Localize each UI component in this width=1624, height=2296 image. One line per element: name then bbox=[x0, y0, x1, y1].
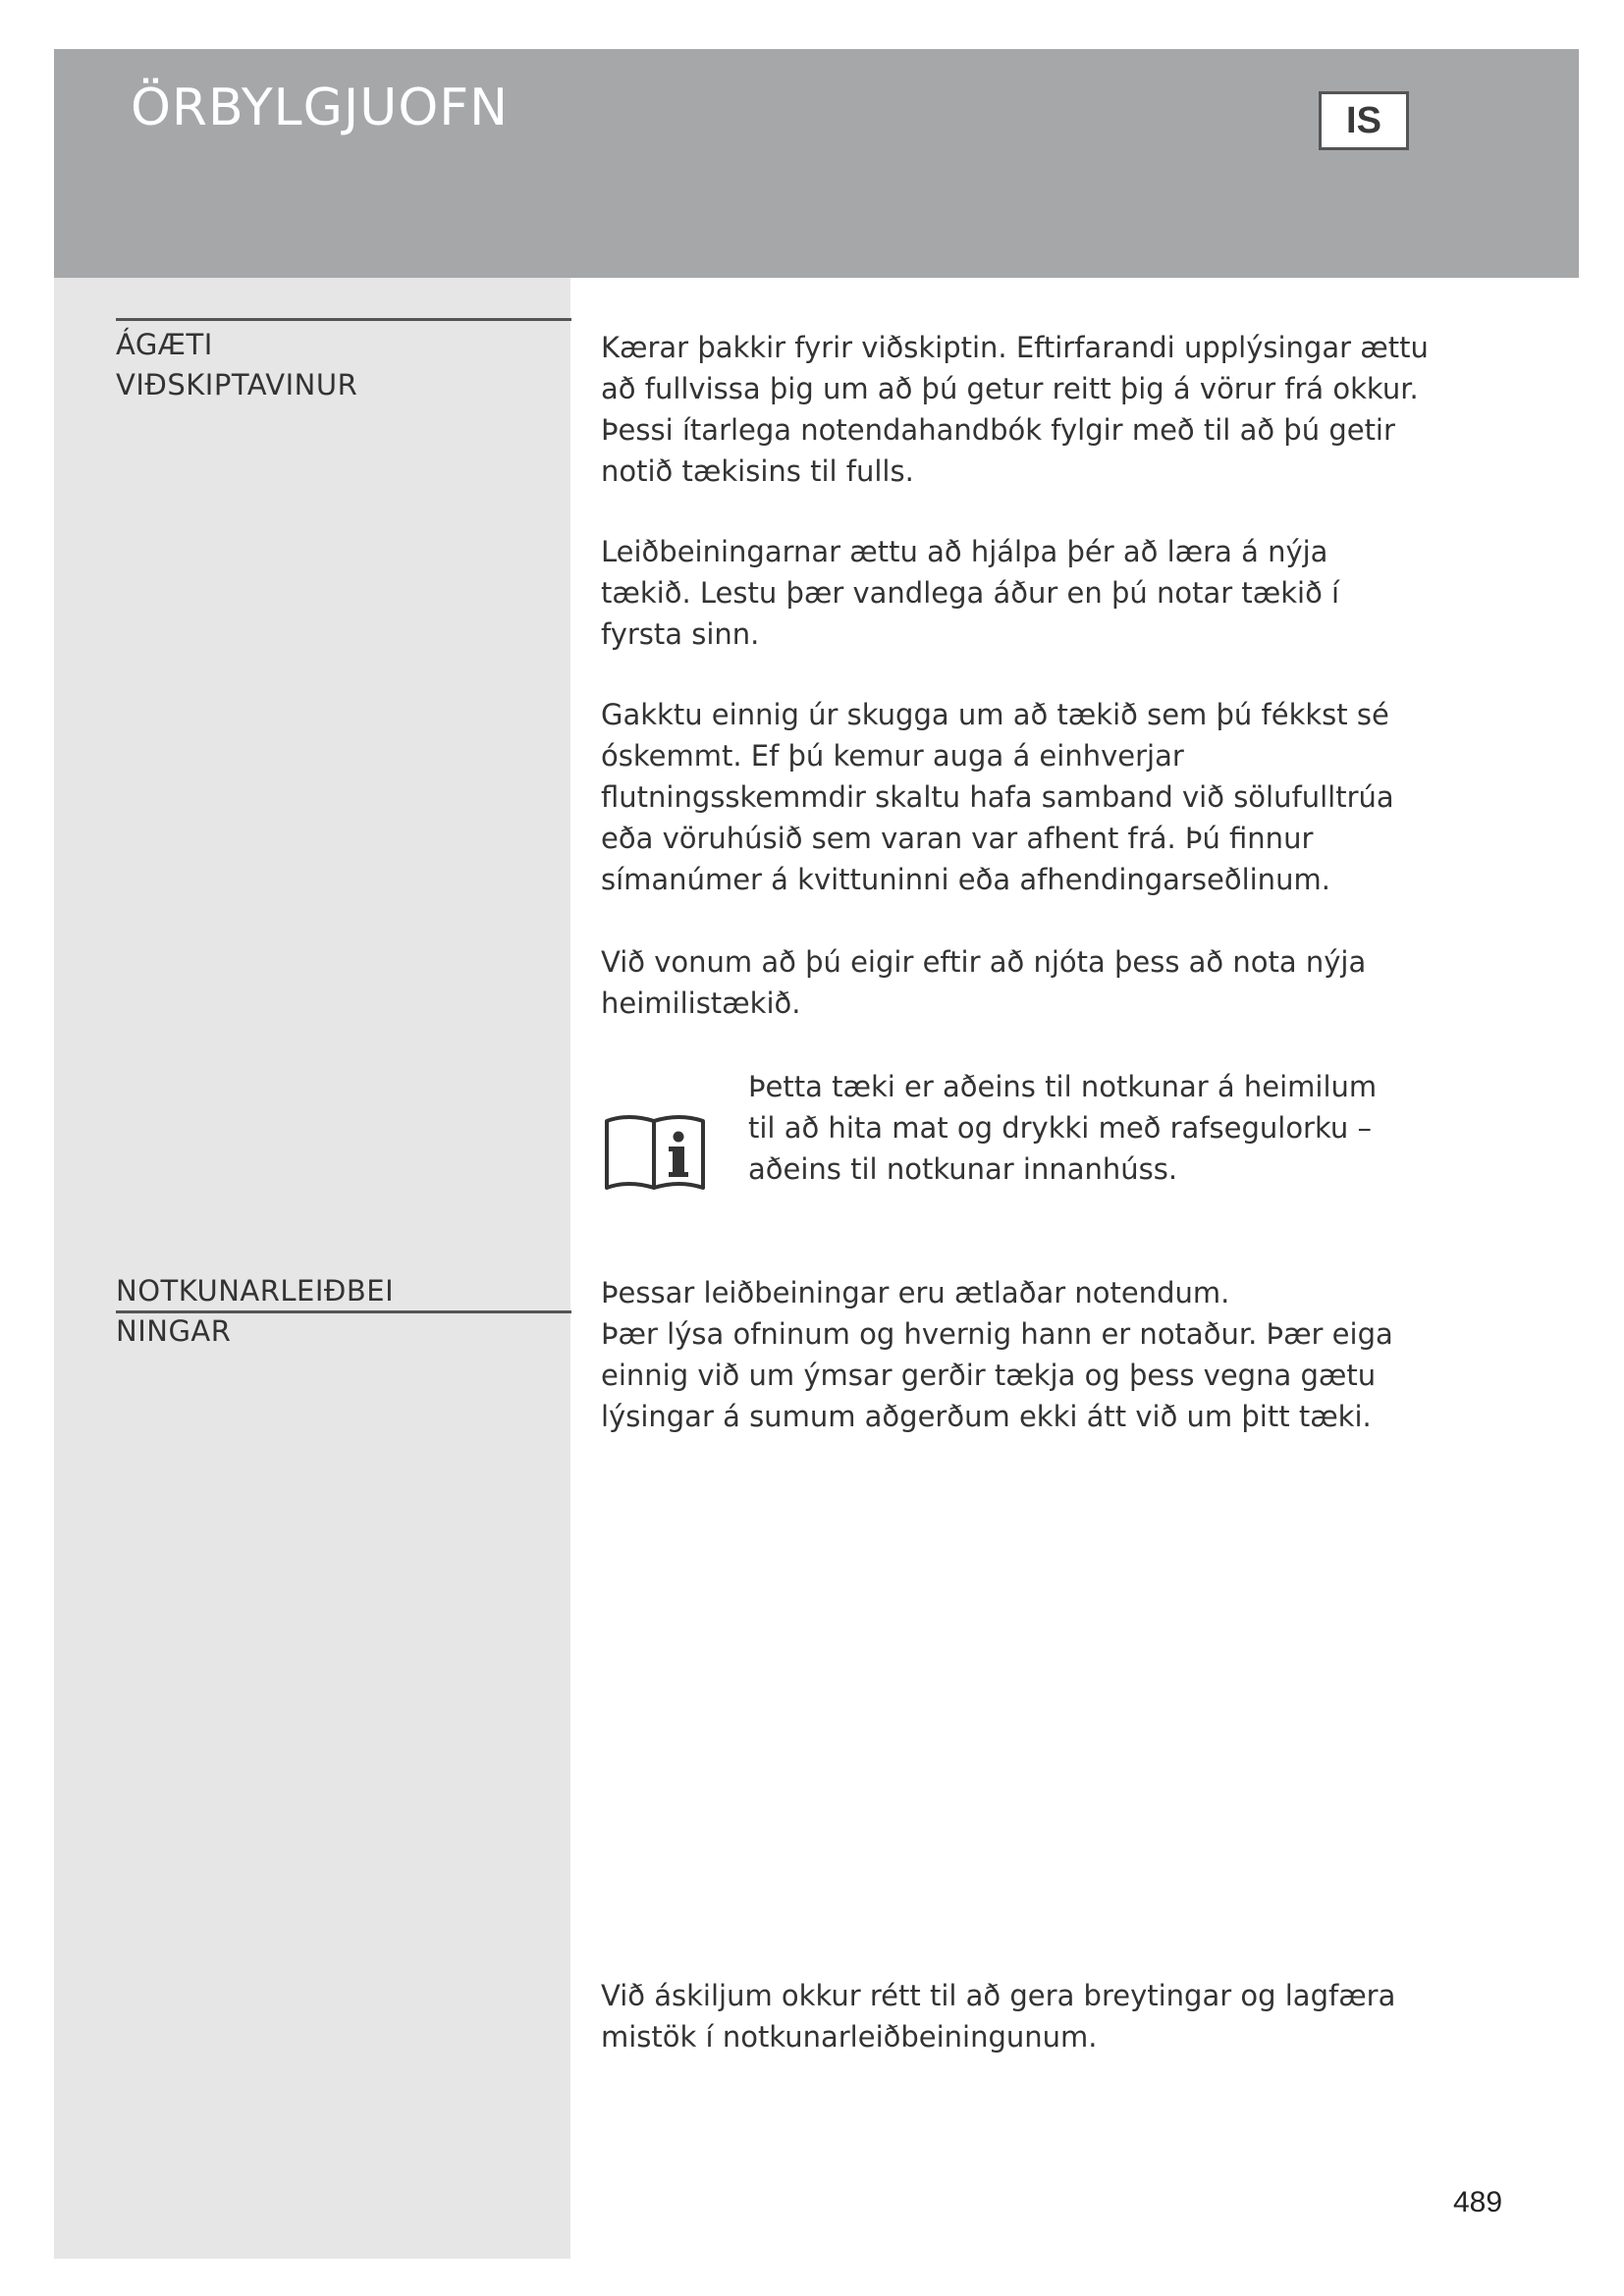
instructions-paragraph bbox=[601, 531, 1485, 655]
language-badge: IS bbox=[1319, 91, 1409, 150]
household-use-notice bbox=[748, 1066, 1494, 1190]
text-line: tækið. Lestu þær vandlega áður en þú notar tækið í bbox=[601, 576, 1340, 610]
sidebar-column bbox=[54, 278, 570, 2259]
user-instructions-paragraph bbox=[601, 1272, 1485, 1437]
text-line: Gakktu einnig úr skugga um að tækið sem þú fékkst sé bbox=[601, 698, 1389, 731]
text-line: Þetta tæki er aðeins til notkunar á heimilum bbox=[748, 1070, 1378, 1103]
text-line: símanúmer á kvittuninni eða afhendingarseðlinum. bbox=[601, 863, 1330, 896]
section-label-line: ÁGÆTI bbox=[116, 328, 213, 361]
section-label-line: NOTKUNARLEIÐBEI bbox=[116, 1274, 395, 1308]
text-line: aðeins til notkunar innanhúss. bbox=[748, 1152, 1178, 1186]
text-line: til að hita mat og drykki með rafsegulorku – bbox=[748, 1111, 1372, 1145]
text-line: Þessi ítarlega notendahandbók fylgir með til að þú getir bbox=[601, 413, 1395, 447]
text-line: Þær lýsa ofninum og hvernig hann er notaður. Þær eiga bbox=[601, 1317, 1393, 1351]
text-line: einnig við um ýmsar gerðir tækja og þess vegna gætu bbox=[601, 1359, 1377, 1392]
text-line: Við vonum að þú eigir eftir að njóta þess að nota nýja bbox=[601, 945, 1367, 979]
section-label-line: VIÐSKIPTAVINUR bbox=[116, 368, 358, 401]
damage-check-paragraph bbox=[601, 694, 1485, 900]
section-label-line: NINGAR bbox=[116, 1314, 232, 1348]
page-number: 489 bbox=[1453, 2186, 1503, 2218]
text-line: Þessar leiðbeiningar eru ætlaðar notendum. bbox=[601, 1276, 1230, 1309]
text-line: Leiðbeiningarnar ættu að hjálpa þér að læra á nýja bbox=[601, 535, 1328, 568]
info-book-icon bbox=[601, 1109, 709, 1198]
disclaimer-note bbox=[601, 1975, 1485, 2057]
text-line: notið tækisins til fulls. bbox=[601, 454, 914, 488]
text-line: eða vöruhúsið sem varan var afhent frá. Þú finnur bbox=[601, 822, 1314, 855]
page-title: ÖRBYLGJUOFN bbox=[131, 79, 510, 137]
text-line: að fullvissa þig um að þú getur reitt þig á vörur frá okkur. bbox=[601, 372, 1419, 405]
text-line: flutningsskemmdir skaltu hafa samband við sölufulltrúa bbox=[601, 780, 1394, 814]
intro-paragraph bbox=[601, 327, 1485, 492]
text-line: óskemmt. Ef þú kemur auga á einhverjar bbox=[601, 739, 1184, 773]
text-line: Við áskiljum okkur rétt til að gera breytingar og lagfæra bbox=[601, 1979, 1396, 2012]
text-line: Kærar þakkir fyrir viðskiptin. Eftirfarandi upplýsingar ættu bbox=[601, 331, 1429, 364]
enjoy-paragraph bbox=[601, 941, 1485, 1024]
text-line: lýsingar á sumum aðgerðum ekki átt við um þitt tæki. bbox=[601, 1400, 1372, 1433]
text-line: fyrsta sinn. bbox=[601, 617, 760, 651]
section-rule bbox=[116, 318, 571, 321]
section-label-dear-customer bbox=[116, 325, 571, 405]
text-line: heimilistækið. bbox=[601, 987, 801, 1020]
section-rule bbox=[116, 1310, 571, 1313]
text-line: mistök í notkunarleiðbeiningunum. bbox=[601, 2020, 1098, 2054]
